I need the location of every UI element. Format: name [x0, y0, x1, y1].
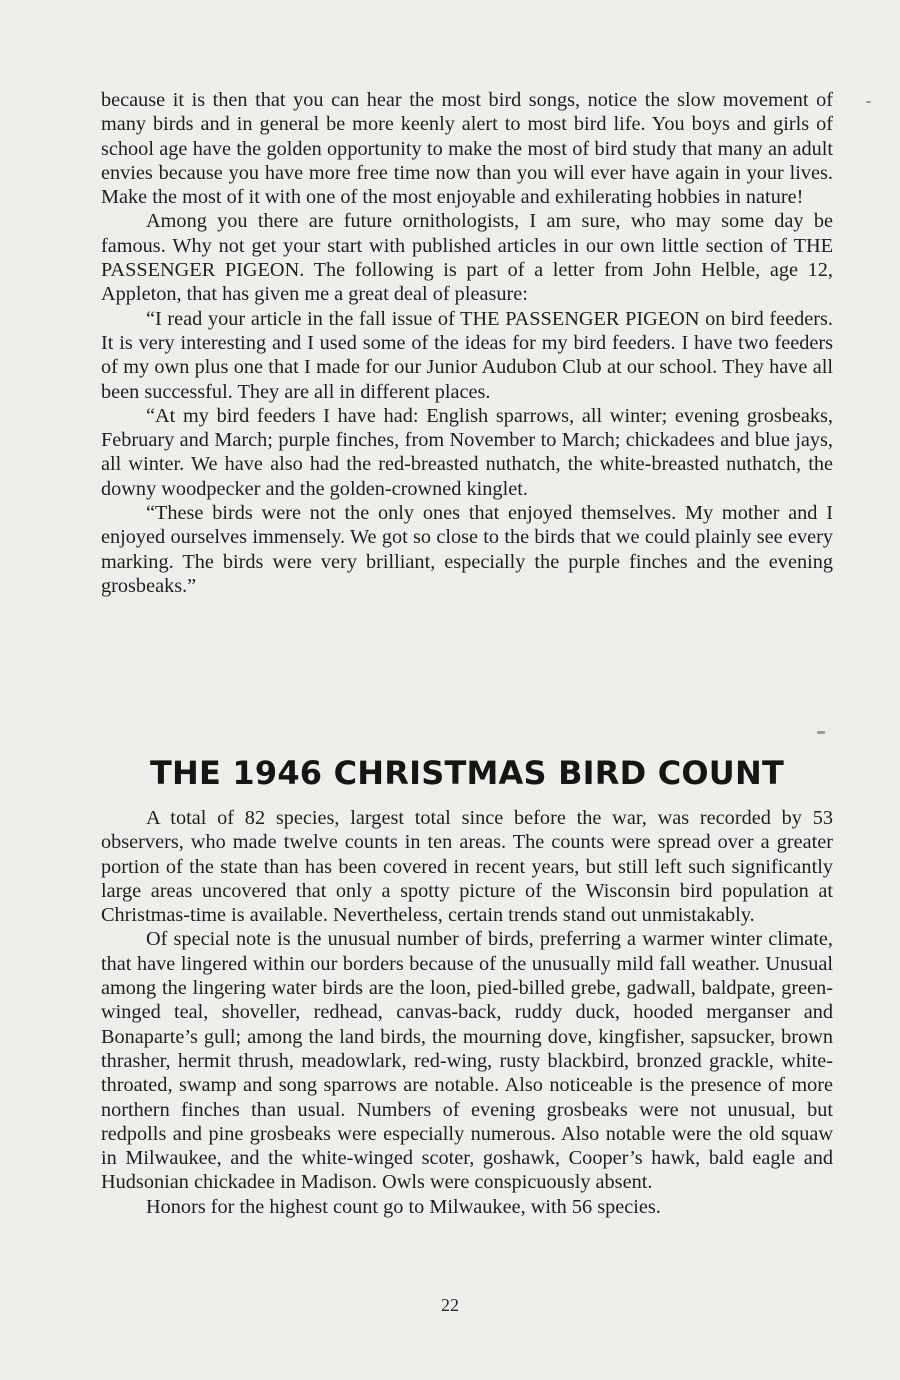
section-2-body — [101, 806, 833, 1219]
paragraph-letter-quote-3: “These birds were not the only ones that enjoyed themselves. My mother and I enjoyed ourselves immensely. We got so close to the birds that we could plainly see every marking. The birds were very brilliant, especially the purple finches and the evening grosbeaks.” — [101, 502, 833, 597]
print-speck — [817, 731, 825, 734]
paragraph-letter-quote-2: “At my bird feeders I have had: English sparrows, all winter; evening grosbeaks, February and March; purple finches, from November to March; chickadees and blue jays, all winter. We have also had the red-breasted nuthatch, the white-breasted nuthatch, the downy woodpecker and the golden-crowned kinglet. — [101, 404, 833, 500]
section-1-body — [101, 88, 833, 598]
article-heading: THE 1946 CHRISTMAS BIRD COUNT — [149, 754, 785, 792]
paragraph-highest-count: Honors for the highest count go to Milwaukee, with 56 species. — [146, 1195, 661, 1218]
page-number: 22 — [441, 1295, 459, 1315]
paragraph-future-ornithologists: Among you there are future ornithologists, I am sure, who may some day be famous. Why not get your start with published articles in our own little section of THE PASSENGER PIGEON. The following is part of a letter from John Helble, age 12, Appleton, that has given me a great deal of pleasure: — [101, 210, 833, 306]
print-speck — [866, 101, 871, 103]
paragraph-continuation: because it is then that you can hear the most bird songs, notice the slow movement of many birds and in general be more keenly alert to most bird life. You boys and girls of school age have the golden opportunity to make the most of bird study that many an adult envies because you have more free time now than you will ever have again in your lives. Make the most of it with one of the most enjoyable and exhilerating hobbies in nature! — [101, 89, 833, 209]
paragraph-lingering-birds: Of special note is the unusual number of birds, preferring a warmer winter climate, that have lingered within our borders because of the unusually mild fall weather. Unusual among the lingering water birds are the loon, pied-billed grebe, gadwall, baldpate, green-winged teal, shoveller, redhead, canvas-back, ruddy duck, hooded merganser and Bonaparte’s gull; among the land birds, the mourning dove, kingfisher, sapsucker, brown thrasher, hermit thrush, meadowlark, red-wing, rusty blackbird, bronzed grackle, white-throated, swamp and song sparrows are notable. Also noticeable is the presence of more northern finches than usual. Numbers of evening grosbeaks were not unusual, but redpolls and pine grosbeaks were especially numerous. Also notable were the old squaw in Milwaukee, and the white-winged scoter, goshawk, Cooper’s hawk, bald eagle and Hudsonian chickadee in Madison. Owls were conspicuously absent. — [101, 928, 833, 1194]
paragraph-species-total: A total of 82 species, largest total since before the war, was recorded by 53 observers, who made twelve counts in ten areas. The counts were spread over a greater portion of the state than has been covered in recent years, but still left such significantly large areas uncovered that only a spotty picture of the Wisconsin bird population at Christmas-time is available. Nevertheless, certain trends stand out unmistakably. — [101, 807, 833, 927]
paragraph-letter-quote-1: “I read your article in the fall issue of THE PASSENGER PIGEON on bird feeders. It is very interesting and I used some of the ideas for my bird feeders. I have two feeders of my own plus one that I made for our Junior Audubon Club at our school. They have all been successful. They are all in different places. — [101, 307, 833, 403]
